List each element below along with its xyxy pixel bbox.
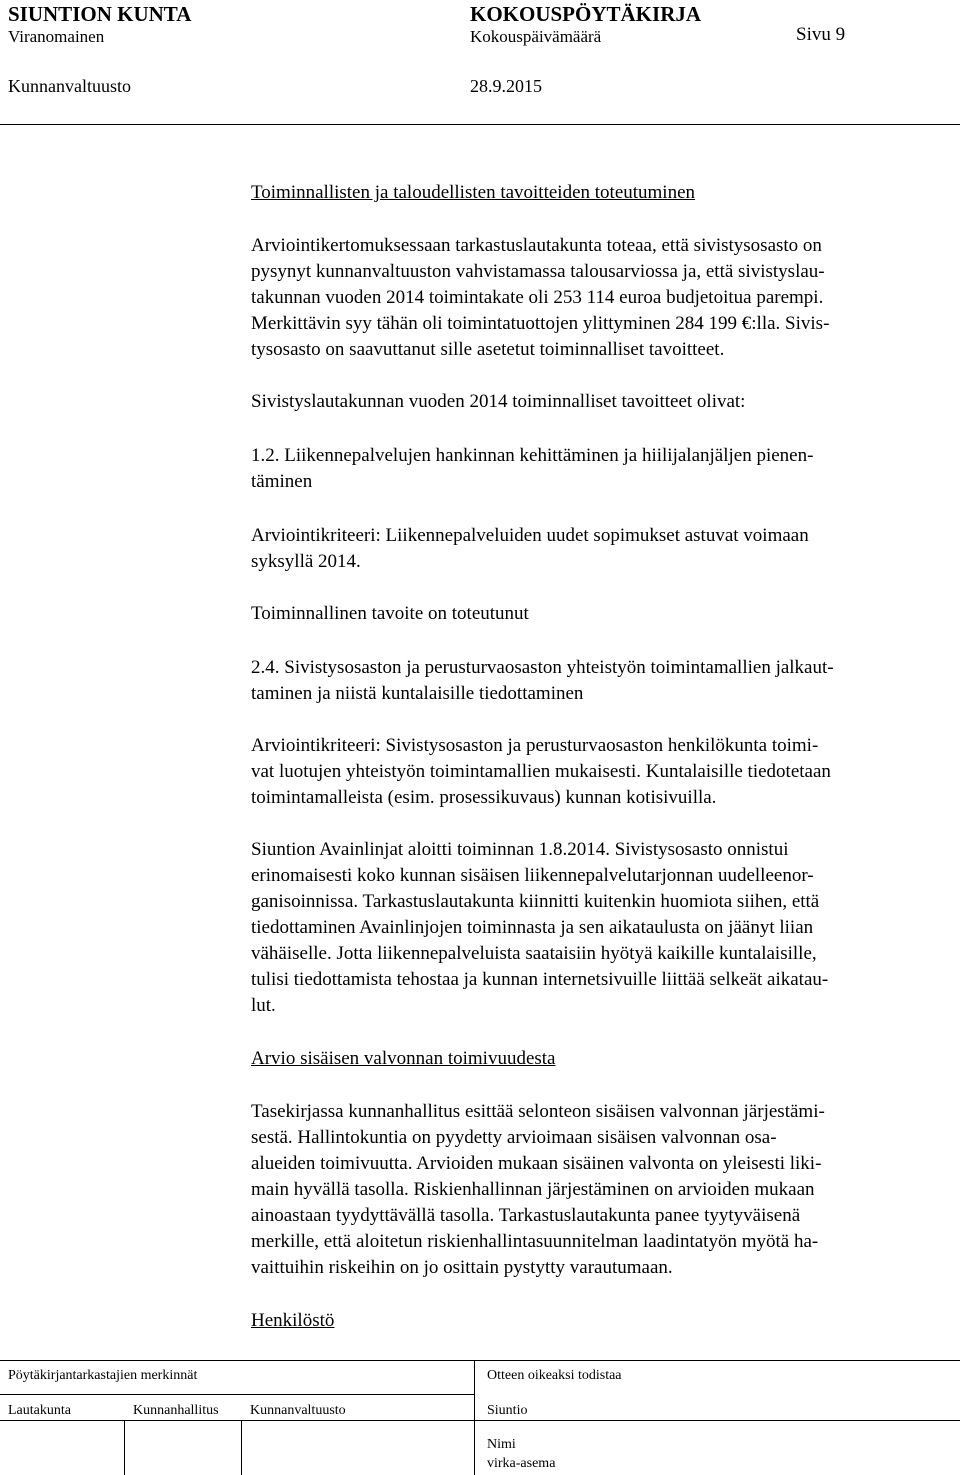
paragraph-goals-intro — [251, 389, 941, 415]
section-heading — [251, 180, 941, 206]
text-line: vat luotujen yhteistyön toimintamallien mukaisesti. Kuntalaisille tiedotetaan — [251, 761, 831, 782]
body-name: Kunnanvaltuusto — [8, 76, 131, 96]
text-line: ainoastaan tyydyttävällä tasolla. Tarkastuslautakunta panee tyytyväisenä — [251, 1205, 801, 1226]
section-heading — [251, 1046, 941, 1072]
text-line: 1.2. Liikennepalvelujen hankinnan kehittäminen ja hiilijalanjäljen pienen- — [251, 445, 814, 466]
header-rule — [0, 124, 960, 125]
section-heading — [251, 1308, 941, 1334]
text-line: vähäiselle. Jotta liikennepalveluista saataisiin hyötyä kaikille kuntalaisille, — [251, 943, 817, 964]
municipality-name: SIUNTION KUNTA — [8, 2, 192, 26]
goal-1-title — [251, 443, 941, 495]
goal-1-status — [251, 601, 941, 627]
text-line: Siuntion Avainlinjat aloitti toiminnan 1.8.2014. Sivistysosasto onnistui — [251, 839, 789, 860]
section-heading-text: Arvio sisäisen valvonnan toimivuudesta — [251, 1048, 556, 1069]
text-line: Sivistyslautakunnan vuoden 2014 toiminnalliset tavoitteet olivat: — [251, 391, 746, 412]
goal-2-criteria — [251, 733, 941, 811]
paragraph-summary — [251, 233, 941, 363]
text-line: taminen ja niistä kuntalaisille tiedottaminen — [251, 683, 584, 704]
footer-col-board: Lautakunta — [8, 1403, 71, 1418]
document-type: KOKOUSPÖYTÄKIRJA — [470, 2, 702, 26]
text-line: Merkittävin syy tähän oli toimintatuottojen ylittyminen 284 199 €:lla. Sivis- — [251, 313, 830, 334]
footer-col-divider — [241, 1420, 242, 1475]
text-line: takunnan vuoden 2014 toimintakate oli 253 114 euroa budjetoitua parempi. — [251, 287, 824, 308]
text-line: syksyllä 2014. — [251, 551, 361, 572]
footer-col-government: Kunnanhallitus — [133, 1403, 219, 1418]
text-line: toimintamalleista (esim. prosessikuvaus) kunnan kotisivuilla. — [251, 787, 717, 808]
footer-col-council: Kunnanvaltuusto — [250, 1403, 346, 1418]
footer-col-divider — [124, 1420, 125, 1475]
text-line: merkille, että aloitetun riskienhallintasuunnitelman laadintatyön myötä ha- — [251, 1231, 819, 1252]
footer-divider — [474, 1360, 475, 1475]
text-line: pysynyt kunnanvaltuuston vahvistamassa talousarviossa ja, että sivistyslau- — [251, 261, 825, 282]
footer-top-rule — [0, 1360, 960, 1361]
text-line: main hyvällä tasolla. Riskienhallinnan järjestäminen on arvioiden mukaan — [251, 1179, 815, 1200]
paragraph-avainlinjat — [251, 837, 941, 1019]
date-label: Kokouspäivämäärä — [470, 27, 602, 46]
section-heading-text: Toiminnallisten ja taloudellisten tavoitteiden toteutuminen — [251, 182, 696, 203]
text-line: tysosasto on saavuttanut sille asetetut toiminnalliset tavoitteet. — [251, 339, 725, 360]
text-line: Arviointikriteeri: Sivistysosaston ja perusturvaosaston henkilökunta toimi- — [251, 735, 819, 756]
checkers-label: Pöytäkirjantarkastajien merkinnät — [8, 1368, 198, 1383]
footer-name-label: Nimi — [487, 1437, 516, 1452]
paragraph-internal-control — [251, 1099, 941, 1281]
section-heading-text: Henkilöstö — [251, 1310, 335, 1331]
text-line: lut. — [251, 995, 276, 1016]
meeting-date: 28.9.2015 — [470, 76, 542, 96]
text-line: täminen — [251, 471, 313, 492]
text-line: Tasekirjassa kunnanhallitus esittää selonteon sisäisen valvonnan järjestämi- — [251, 1101, 825, 1122]
text-line: tulisi tiedottamista tehostaa ja kunnan internetsivuille liittää selkeät aikatau- — [251, 969, 829, 990]
page-number: Sivu 9 — [796, 24, 846, 45]
text-line: erinomaisesti koko kunnan sisäisen liikennepalvelutarjonnan uudelleenor- — [251, 865, 814, 886]
text-line: Toiminnallinen tavoite on toteutunut — [251, 603, 529, 624]
footer-title-label: virka-asema — [487, 1456, 556, 1471]
text-line: alueiden toimivuutta. Arvioiden mukaan sisäinen valvonta on yleisesti liki- — [251, 1153, 822, 1174]
text-line: sestä. Hallintokuntia on pyydetty arvioimaan sisäisen valvonnan osa- — [251, 1127, 777, 1148]
text-line: 2.4. Sivistysosaston ja perusturvaosaston yhteistyön toimintamallien jalkaut- — [251, 657, 834, 678]
authority-label: Viranomainen — [8, 27, 105, 46]
goal-1-criteria — [251, 523, 941, 575]
footer-place: Siuntio — [487, 1403, 528, 1418]
text-line: Arviointikertomuksessaan tarkastuslautakunta toteaa, että sivistysosasto on — [251, 235, 822, 256]
goal-2-title — [251, 655, 941, 707]
text-line: tiedottaminen Avainlinjojen toiminnasta ja sen aikataulusta on jäänyt liian — [251, 917, 814, 938]
text-line: vaittuihin riskeihin on jo osittain pystytty varautumaan. — [251, 1257, 673, 1278]
text-line: Arviointikriteeri: Liikennepalveluiden uudet sopimukset astuvat voimaan — [251, 525, 809, 546]
certified-label: Otteen oikeaksi todistaa — [487, 1368, 622, 1383]
footer-row-rule — [0, 1420, 960, 1421]
footer-mid-rule — [0, 1394, 474, 1395]
text-line: ganisoinnissa. Tarkastuslautakunta kiinnitti kuitenkin huomiota siihen, että — [251, 891, 820, 912]
